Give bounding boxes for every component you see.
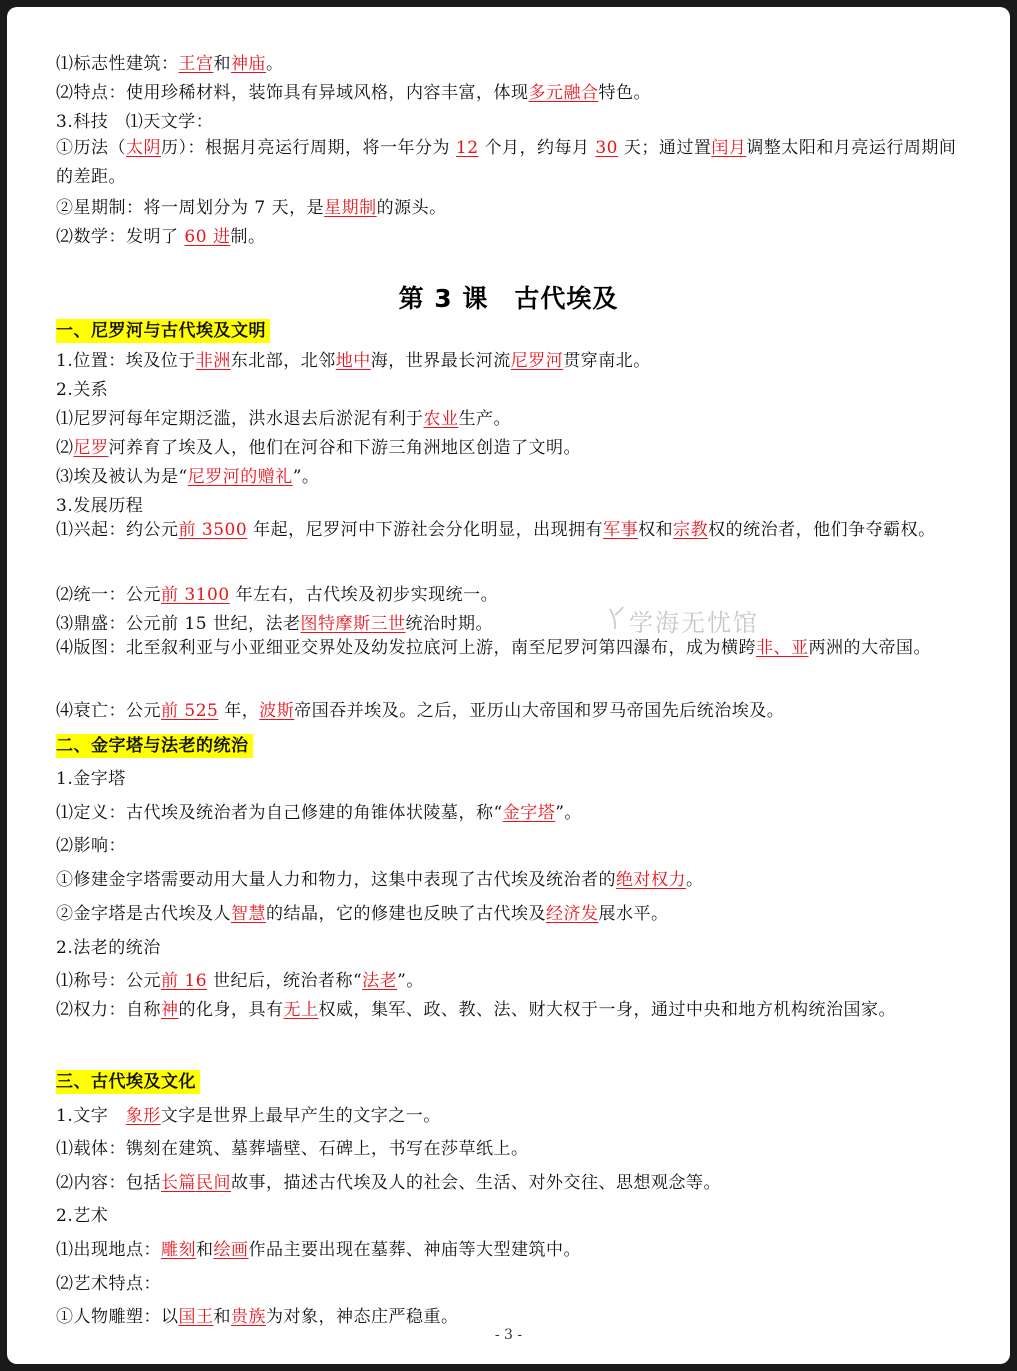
key-term: 贵族 [231, 1307, 266, 1327]
line-text: 作品主要出现在墓葬、神庙等大型建筑中。 [248, 1240, 581, 1260]
line-text: ⑴出现地点： [56, 1240, 161, 1260]
document-page [7, 7, 1010, 1364]
text-line [56, 495, 970, 517]
line-text: 历）：根据月亮运行周期，将一年分为 [161, 138, 456, 158]
text-line [56, 437, 970, 459]
key-term: 军事 [603, 520, 639, 540]
line-text: 3.发展历程 [56, 496, 144, 516]
key-term: 农业 [423, 409, 459, 429]
text-line [56, 937, 970, 959]
section-heading [56, 1071, 970, 1093]
line-text: ⑵ [56, 438, 74, 458]
line-text: ⑴尼罗河每年定期泛滥，洪水退去后淤泥有利于 [56, 409, 424, 429]
text-line [56, 134, 970, 192]
key-term: 经济发 [546, 904, 599, 924]
line-text: 年起，尼罗河中下游社会分化明显，出现拥有 [247, 520, 604, 540]
key-term: 雕刻 [161, 1240, 196, 1260]
line-text: 帝国吞并埃及。之后，亚历山大帝国和罗马帝国先后统治埃及。 [294, 701, 785, 721]
line-text: ⑵权力：自称 [56, 1000, 161, 1020]
text-line [56, 350, 970, 372]
line-text: ⑵统一：公元 [56, 585, 161, 605]
key-term: 神庙 [231, 54, 266, 74]
key-term: 长篇民间 [161, 1173, 231, 1193]
key-term: 前 525 [161, 701, 219, 721]
line-text: 。 [686, 870, 704, 890]
line-text: 年， [218, 701, 260, 721]
line-text: ①历法（ [56, 138, 126, 158]
text-line [56, 408, 970, 430]
key-term: 无上 [283, 1000, 319, 1020]
line-text: 年左右，古代埃及初步实现统一。 [229, 585, 499, 605]
key-term: 宗教 [673, 520, 709, 540]
line-text: ”。 [555, 803, 582, 823]
section-heading-text: 二、金字塔与法老的统治 [56, 734, 253, 758]
line-text: ①人物雕塑：以 [56, 1307, 179, 1327]
key-term: 尼罗河的赠礼 [187, 467, 293, 487]
text-line [56, 1306, 970, 1328]
text-line [56, 970, 970, 992]
key-term: 波斯 [259, 701, 295, 721]
key-term: 图特摩斯三世 [300, 614, 406, 634]
text-line [56, 584, 970, 606]
line-text: ⑴载体：镌刻在建筑、墓葬墙壁、石碑上，书写在莎草纸上。 [56, 1139, 529, 1159]
text-line [56, 613, 970, 635]
line-text: 展水平。 [598, 904, 669, 924]
line-text: ⑵特点：使用珍稀材料，装饰具有异域风格，内容丰富，体现 [56, 83, 529, 103]
line-text: 文字是世界上最早产生的文字之一。 [160, 1106, 441, 1126]
text-line [56, 197, 970, 219]
key-term: 绝对权力 [616, 870, 686, 890]
line-text: 制。 [230, 227, 266, 247]
text-line [56, 634, 970, 663]
text-line [56, 226, 970, 248]
key-term: 12 [455, 138, 479, 158]
key-term: 60 进 [184, 227, 231, 247]
line-text: 两洲的大帝国。 [808, 638, 931, 658]
section-heading [56, 735, 970, 757]
key-term: 前 3100 [161, 585, 230, 605]
key-term: 神 [161, 1000, 179, 1020]
text-line [56, 768, 970, 790]
line-text: ⑵数学：发明了 [56, 227, 185, 247]
line-text: ⑴定义：古代埃及统治者为自己修建的角锥体状陵墓，称“ [56, 803, 503, 823]
section-heading-text: 三、古代埃及文化 [56, 1070, 200, 1094]
text-line [56, 111, 970, 133]
text-line [56, 1105, 970, 1127]
line-text: 的结晶，它的修建也反映了古代埃及 [266, 904, 546, 924]
key-term: 地中 [335, 351, 371, 371]
text-line [56, 1138, 970, 1160]
text-line [56, 996, 970, 1025]
line-text: ⑵艺术特点： [56, 1274, 161, 1294]
text-line [56, 1273, 970, 1295]
key-term: 法老 [362, 971, 398, 991]
line-text: ⑷衰亡：公元 [56, 701, 161, 721]
line-text: 为对象，神态庄严稳重。 [266, 1307, 459, 1327]
key-term: 金字塔 [502, 803, 556, 823]
line-text: 2.关系 [56, 380, 109, 400]
key-term: 闰月 [711, 138, 747, 158]
line-text: 和 [213, 54, 231, 74]
text-line [56, 466, 970, 488]
text-line [56, 82, 970, 104]
text-line [56, 700, 970, 722]
text-line [56, 835, 970, 857]
line-text: 权和 [638, 520, 674, 540]
key-term: 王宫 [178, 54, 214, 74]
line-text: 海，世界最长河流 [370, 351, 511, 371]
key-term: 前 3500 [178, 520, 248, 540]
key-term: 30 [595, 138, 618, 158]
text-line [56, 1172, 970, 1194]
line-text: 和 [196, 1240, 214, 1260]
watermark: 学海无忧馆 [629, 609, 759, 637]
line-text: ⑴兴起：约公元 [56, 520, 179, 540]
text-line [56, 1239, 970, 1261]
line-text: 天；通过置 [618, 138, 712, 158]
text-line [56, 802, 970, 824]
line-text: 。 [266, 54, 284, 74]
key-term: 非、亚 [756, 638, 809, 658]
line-text: 世纪后，统治者称“ [207, 971, 363, 991]
line-text: ”。 [397, 971, 424, 991]
key-term: 星期制 [324, 198, 377, 218]
key-term: 尼罗 [73, 438, 109, 458]
key-term: 智慧 [231, 904, 266, 924]
line-text: ①修建金字塔需要动用大量人力和物力，这集中表现了古代埃及统治者的 [56, 870, 616, 890]
text-line [56, 516, 970, 545]
key-term: 非洲 [195, 351, 231, 371]
line-text: 个月，约每月 [478, 138, 596, 158]
line-text: 的化身，具有 [178, 1000, 284, 1020]
line-text: ⑵影响： [56, 836, 126, 856]
text-line [56, 1205, 970, 1227]
line-text: ⑷版图：北至叙利亚与小亚细亚交界处及幼发拉底河上游，南至尼罗河第四瀑布，成为横跨 [56, 638, 756, 658]
line-text: 河养育了埃及人，他们在河谷和下游三角洲地区创造了文明。 [108, 438, 581, 458]
line-text: ⑵内容：包括 [56, 1173, 161, 1193]
document-frame [7, 7, 1010, 1364]
key-term: 绘画 [213, 1240, 249, 1260]
line-text: 权威，集军、政、教、法、财大权于一身，通过中央和地方机构统治国家。 [318, 1000, 896, 1020]
section-heading [56, 320, 970, 342]
line-text: 3.科技 ⑴天文学： [56, 112, 214, 132]
section-heading-text: 一、尼罗河与古代埃及文明 [56, 319, 270, 343]
line-text: ②金字塔是古代埃及人 [56, 904, 231, 924]
line-text: 特色。 [598, 83, 651, 103]
line-text: 1.位置：埃及位于 [56, 351, 196, 371]
key-term: 国王 [178, 1307, 214, 1327]
line-text: 和 [213, 1307, 231, 1327]
lesson-title: 第 3 课 古代埃及 [398, 284, 619, 313]
text-line [56, 903, 970, 925]
text-line [56, 53, 970, 75]
line-text: 调整太阳和月亮运行周期间的差距。 [56, 138, 957, 187]
line-text: ⑶埃及被认为是“ [56, 467, 188, 487]
line-text: 东北部，北邻 [230, 351, 336, 371]
key-term: 前 16 [161, 971, 208, 991]
line-text: 生产。 [458, 409, 511, 429]
page-number: - 3 - [494, 1327, 523, 1343]
line-text: 1.金字塔 [56, 769, 126, 789]
line-text: 2.艺术 [56, 1206, 109, 1226]
line-text: 2.法老的统治 [56, 938, 161, 958]
line-text: ⑴标志性建筑： [56, 54, 179, 74]
line-text: 故事，描述古代埃及人的社会、生活、对外交往、思想观念等。 [231, 1173, 721, 1193]
text-line [56, 379, 970, 401]
key-term: 尼罗河 [510, 351, 564, 371]
line-text: 的源头。 [376, 198, 447, 218]
line-text: 权的统治者，他们争夺霸权。 [708, 520, 936, 540]
line-text: ⑶鼎盛：公元前 15 世纪，法老 [56, 614, 301, 634]
line-text: 统治时期。 [405, 614, 493, 634]
line-text: 1.文字 [56, 1106, 126, 1126]
text-line [56, 869, 970, 891]
line-text: ⑴称号：公元 [56, 971, 161, 991]
key-term: 太阴 [126, 138, 161, 158]
line-text: ②星期制：将一周划分为 7 天，是 [56, 198, 325, 218]
line-text: ”。 [292, 467, 320, 487]
key-term: 象形 [125, 1106, 161, 1126]
key-term: 多元融合 [528, 83, 599, 103]
line-text: 贯穿南北。 [563, 351, 651, 371]
